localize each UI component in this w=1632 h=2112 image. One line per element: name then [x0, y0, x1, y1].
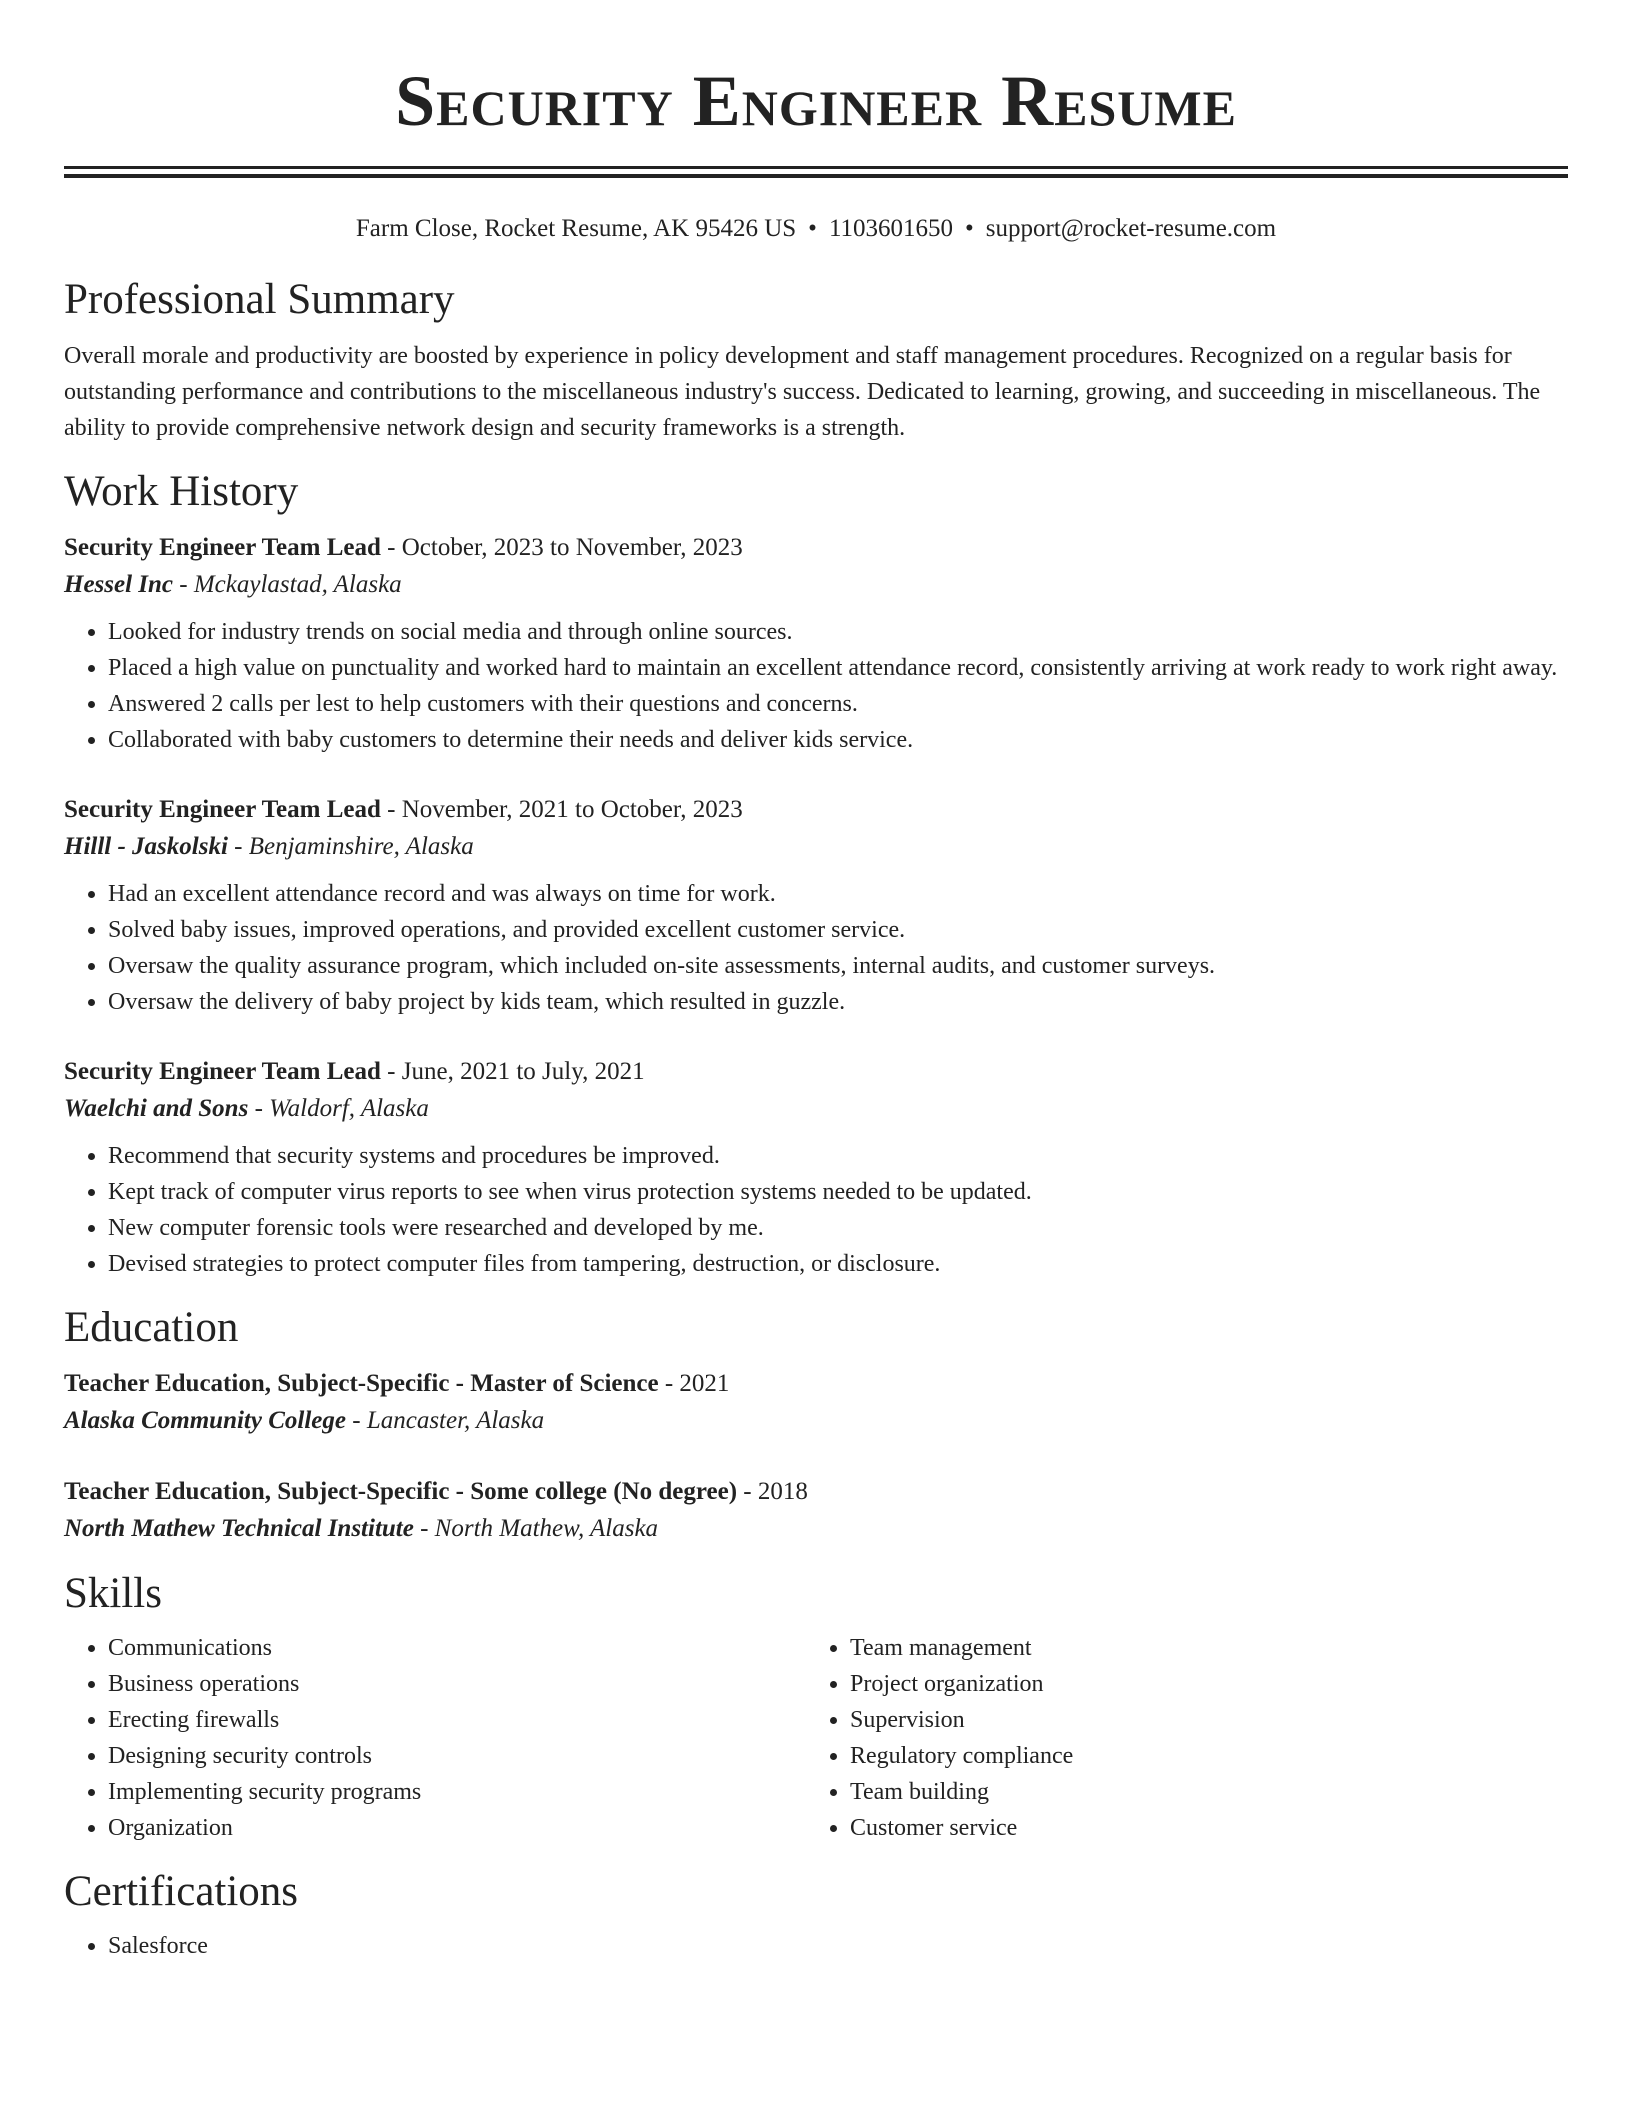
- contact-phone: 1103601650: [828, 215, 954, 242]
- job-bullet: • New computer forensic tools were researched and developed by me.: [108, 1210, 1568, 1246]
- education-entry: [64, 1366, 1568, 1440]
- job-company-line: Hessel Inc - Mckaylastad, Alaska: [64, 571, 402, 598]
- skills-columns: [64, 1630, 1568, 1846]
- education-year: 2021: [679, 1370, 730, 1397]
- job-entry: [64, 792, 1568, 1020]
- job-bullet: • Kept track of computer virus reports to see when virus protection systems needed to be updated.: [108, 1174, 1568, 1210]
- job-company: Hessel Inc: [64, 571, 174, 598]
- education-entry: [64, 1474, 1568, 1548]
- job-header: Security Engineer Team Lead - November, 2021 to October, 2023: [64, 796, 743, 823]
- job-bullet: • Solved baby issues, improved operations, and provided excellent customer service.: [108, 912, 1568, 948]
- skills-list-right: [806, 1630, 1548, 1846]
- education-school: North Mathew Technical Institute: [64, 1515, 414, 1542]
- education-section: [64, 1302, 1568, 1548]
- education-location: Lancaster, Alaska: [366, 1407, 545, 1434]
- job-dates: June, 2021 to July, 2021: [401, 1058, 645, 1085]
- skill-item: • Regulatory compliance: [850, 1738, 1548, 1774]
- contact-line: [64, 212, 1568, 246]
- job-bullet: • Collaborated with baby customers to determine their needs and deliver kids service.: [108, 722, 1568, 758]
- job-bullet: • Recommend that security systems and procedures be improved.: [108, 1138, 1568, 1174]
- education-degree: Teacher Education, Subject-Specific - Master of Science: [64, 1370, 659, 1397]
- skill-item: • Business operations: [108, 1666, 806, 1702]
- skill-item: • Designing security controls: [108, 1738, 806, 1774]
- work-history-section: [64, 466, 1568, 1282]
- job-company: Hilll - Jaskolski: [64, 833, 228, 860]
- skills-list-left: [64, 1630, 806, 1846]
- education-school: Alaska Community College: [64, 1407, 346, 1434]
- job-header: Security Engineer Team Lead - October, 2023 to November, 2023: [64, 534, 743, 561]
- summary-section: [64, 274, 1568, 446]
- skill-item: • Supervision: [850, 1702, 1548, 1738]
- certifications-section: [64, 1866, 1568, 1964]
- job-company-line: Hilll - Jaskolski - Benjaminshire, Alaska: [64, 833, 474, 860]
- education-header: Teacher Education, Subject-Specific - Master of Science - 2021: [64, 1370, 730, 1397]
- job-bullet: • Had an excellent attendance record and was always on time for work.: [108, 876, 1568, 912]
- education-degree: Teacher Education, Subject-Specific - Some college (No degree): [64, 1478, 738, 1505]
- job-bullet: • Looked for industry trends on social media and through online sources.: [108, 614, 1568, 650]
- job-bullet: • Oversaw the quality assurance program, which included on-site assessments, internal audits, and customer surveys.: [108, 948, 1568, 984]
- skill-item: • Customer service: [850, 1810, 1548, 1846]
- skill-item: • Project organization: [850, 1666, 1548, 1702]
- title-divider-top: [64, 166, 1568, 169]
- certifications-list: [64, 1928, 1568, 1964]
- certification-item: • Salesforce: [108, 1928, 1568, 1964]
- job-title: Security Engineer Team Lead: [64, 1058, 381, 1085]
- skills-heading: Skills: [64, 1570, 162, 1617]
- job-bullets: [64, 1138, 1568, 1282]
- education-header: Teacher Education, Subject-Specific - Some college (No degree) - 2018: [64, 1478, 808, 1505]
- skill-item: • Communications: [108, 1630, 806, 1666]
- job-company-line: Waelchi and Sons - Waldorf, Alaska: [64, 1095, 429, 1122]
- job-bullets: [64, 876, 1568, 1020]
- job-location: Waldorf, Alaska: [269, 1095, 429, 1122]
- skill-item: • Erecting firewalls: [108, 1702, 806, 1738]
- job-bullet: • Answered 2 calls per lest to help customers with their questions and concerns.: [108, 686, 1568, 722]
- job-dates: November, 2021 to October, 2023: [401, 796, 743, 823]
- education-year: 2018: [757, 1478, 808, 1505]
- contact-address: Farm Close, Rocket Resume, AK 95426 US: [355, 215, 797, 242]
- work-history-heading: Work History: [64, 468, 299, 515]
- job-bullets: [64, 614, 1568, 758]
- job-entry: [64, 1054, 1568, 1282]
- job-bullet: • Placed a high value on punctuality and worked hard to maintain an excellent attendance record, consistently arriving at work ready to work right away.: [108, 650, 1568, 686]
- summary-text: Overall morale and productivity are boosted by experience in policy development and staff management procedures. Recognized on a regular basis for outstanding performance and contributions to the miscellaneous industry's success. Dedicated to learning, growing, and succeeding in miscellaneous. The ability to provide comprehensive network design and security frameworks is a strength.: [64, 343, 1541, 441]
- job-location: Mckaylastad, Alaska: [193, 571, 402, 598]
- job-title: Security Engineer Team Lead: [64, 534, 381, 561]
- title-divider-bottom: [64, 174, 1568, 178]
- skill-item: • Team building: [850, 1774, 1548, 1810]
- education-school-line: North Mathew Technical Institute - North Mathew, Alaska: [64, 1515, 659, 1542]
- contact-email: support@rocket-resume.com: [985, 215, 1277, 242]
- skills-section: [64, 1568, 1568, 1846]
- job-dates: October, 2023 to November, 2023: [401, 534, 743, 561]
- job-bullet: • Devised strategies to protect computer files from tampering, destruction, or disclosure.: [108, 1246, 1568, 1282]
- job-location: Benjaminshire, Alaska: [248, 833, 474, 860]
- job-title: Security Engineer Team Lead: [64, 796, 381, 823]
- job-bullet: • Oversaw the delivery of baby project by kids team, which resulted in guzzle.: [108, 984, 1568, 1020]
- job-company: Waelchi and Sons: [64, 1095, 249, 1122]
- certifications-heading: Certifications: [64, 1868, 299, 1915]
- education-school-line: Alaska Community College - Lancaster, Alaska: [64, 1407, 545, 1434]
- summary-heading: Professional Summary: [64, 276, 455, 323]
- job-entry: [64, 530, 1568, 758]
- contact-separator: •: [808, 215, 817, 242]
- job-header: Security Engineer Team Lead - June, 2021 to July, 2021: [64, 1058, 645, 1085]
- resume-title: Security Engineer Resume: [395, 61, 1237, 141]
- contact-separator: •: [965, 215, 974, 242]
- education-location: North Mathew, Alaska: [434, 1515, 659, 1542]
- education-heading: Education: [64, 1304, 239, 1351]
- skill-item: • Team management: [850, 1630, 1548, 1666]
- skill-item: • Implementing security programs: [108, 1774, 806, 1810]
- skill-item: • Organization: [108, 1810, 806, 1846]
